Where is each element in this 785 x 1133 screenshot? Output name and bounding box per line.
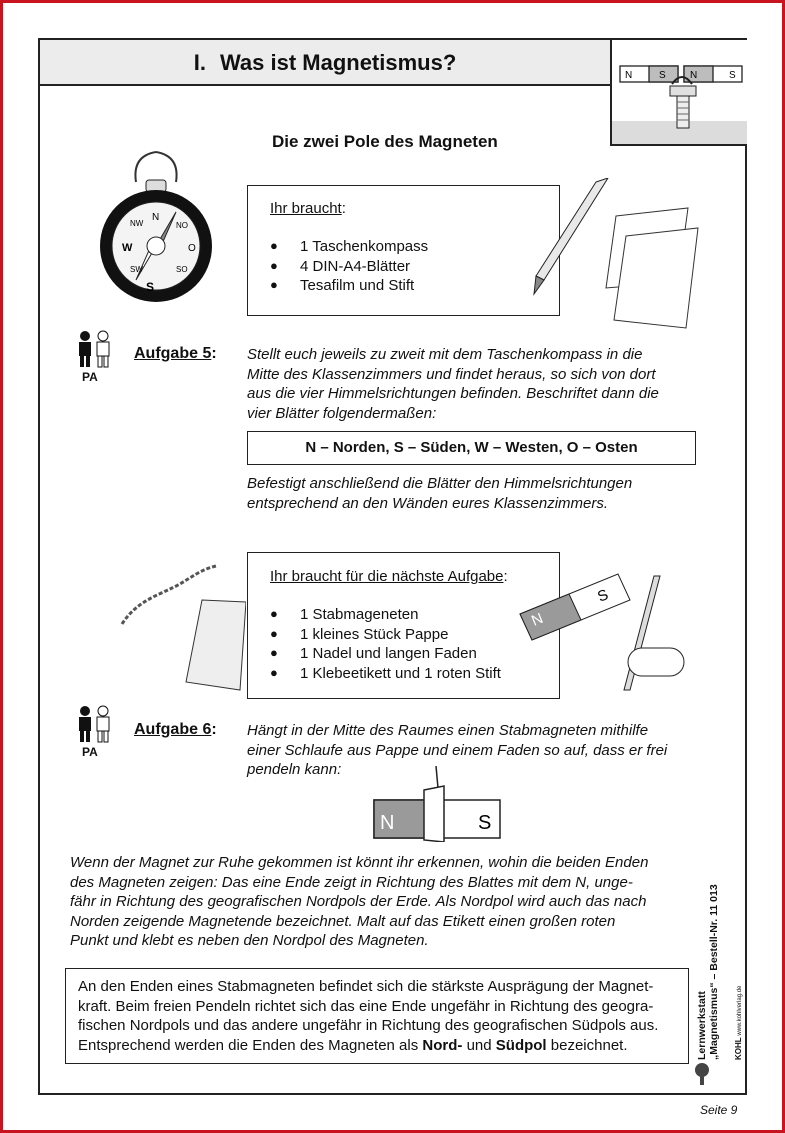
materials-1-list	[270, 238, 428, 297]
section-subtitle: Die zwei Pole des Magneten	[272, 132, 498, 151]
compass-label-w: W	[122, 242, 133, 254]
compass-label-o: O	[188, 243, 196, 254]
task-5-label: Aufgabe 5	[134, 345, 212, 362]
page-title	[40, 50, 610, 76]
hanging-magnet-label-s: S	[478, 812, 492, 834]
partner-work-icon	[74, 705, 122, 759]
publisher-url: KOHL www.kohlverlag.de	[734, 985, 743, 1060]
task-5-instructions: Stellt euch jeweils zu zweit mit dem Taschenkompass in die Mitte des Klassenzimmers und findet heraus, so sich von dort aus die vier Himmelsrichtungen befinden. Beschriftet dann die vier Blätter folgendermaßen:	[247, 346, 659, 422]
list-item: ● 4 DIN-A4-Blätter	[270, 258, 428, 278]
publisher-sidebar: Lernwerkstatt „Magnetismus“ – Bestell-Nr. 11 013	[696, 884, 720, 1060]
list-item: ● 1 Taschenkompass	[270, 238, 428, 258]
list-item: ● 1 Klebeetikett und 1 roten Stift	[270, 665, 501, 685]
materials-2-title: Ihr braucht für die nächste Aufgabe	[270, 568, 504, 585]
compass-label-s: S	[146, 280, 155, 294]
compass-label-n: N	[152, 212, 160, 223]
worksheet-page: I. Was ist Magnetismus? N S N S Die zwei Pole des Magneten W S NW NO SW SO O N Ihr braucht: ● 1 Taschenkompass ● 4 DIN-A4-Blätter ● Tesafilm und Stift PA Aufgabe 5: Stellt euch jeweils zu zweit mit dem Taschenkompass in die Mitte des Klassenzimmers und findet heraus, so sich von dort aus die vier Himmelsrichtungen befinden. Beschriftet dann die vier Blätter folgendermaßen: N – Norden, S – Süden, W – Westen, O – Osten Befestigt anschließend die Blätter den Himmelsrichtungen entsprechend an den Wänden eures Klassenzimmers. Ihr braucht für die nächste Aufgabe: ● 1 Stabmageneten ● 1 kleines Stück Pappe ● 1 Nadel und langen Faden ● 1 Klebeetikett und 1 roten Stift N S PA Aufgabe 6: Hängt in der Mitte des Raumes einen Stabmagneten mithilfe einer Schlaufe aus Pappe und einem Faden so auf, dass er frei pendeln kann: N S Wenn der Magnet zur Ruhe gekommen ist könnt ihr erkennen, wohin die beiden Enden des Magneten zeigen: Das eine Ende zeigt in Richtung des Blattes mit dem N, unge- fähr in Richtung des geografischen Nordpols der Erde. Als Nordpol wird auch das nach Norden zeigende Magnetende bezeichnet. Malt auf das Etikett einen großen roten Punkt und klebt es neben den Nordpol des Magneten. An den Enden eines Stabmagneten befindet sich die stärkste Ausprägung der Magnet- kraft. Beim freien Pendeln richtet sich das eine Ende ungefähr in Richtung des geogra- fischen Nordpols und das andere ungefähr in Richtung des geografischen Südpols aus. Entsprechend werden die Enden des Magneten als Nord- und Südpol bezeichnet. Lernwerkstatt „Magnetismus“ – Bestell-Nr. 11 013 KOHL www.kohlverlag.de Seite 9	[38, 38, 747, 1095]
materials-box-1: Ihr braucht: ● 1 Taschenkompass ● 4 DIN-A4-Blätter ● Tesafilm und Stift	[247, 185, 560, 316]
summary-box: An den Enden eines Stabmagneten befindet sich die stärkste Ausprägung der Magnet- kraft. Beim freien Pendeln richtet sich das eine Ende ungefähr in Richtung des geogra- fischen Nordpols und das andere ungefähr in Richtung des geografischen Südpols aus. Entsprechend werden die Enden des Magneten als Nord- und Südpol bezeichnet.	[65, 968, 689, 1064]
compass-label-sw: SW	[130, 265, 143, 274]
observation-paragraph: Wenn der Magnet zur Ruhe gekommen ist könnt ihr erkennen, wohin die beiden Enden des Magneten zeigen: Das eine Ende zeigt in Richtung des Blattes mit dem N, unge- fähr in Richtung des geografischen Nordpols der Erde. Als Nordpol wird auch das nach Norden zeigende Magnetende bezeichnet. Malt auf das Etikett einen großen roten Punkt und klebt es neben den Nordpol des Magneten.	[70, 854, 649, 949]
left-magnet-s: S	[659, 70, 666, 81]
partner-work-label: PA	[82, 370, 98, 384]
magnet-label-s: S	[595, 586, 611, 606]
right-magnet-s: S	[729, 70, 736, 81]
list-item: ● 1 kleines Stück Pappe	[270, 626, 501, 646]
hanging-magnet-label-n: N	[380, 812, 395, 834]
hanging-magnet-illustration	[370, 766, 505, 842]
task-6-label: Aufgabe 6	[134, 721, 212, 738]
task-6-instructions: Hängt in der Mitte des Raumes einen Stabmagneten mithilfe einer Schlaufe aus Pappe und einem Faden so auf, dass er frei pendeln kann:	[247, 722, 668, 778]
pencil-and-paper-illustration	[528, 178, 703, 333]
materials-2-list	[270, 606, 501, 684]
list-item: ● 1 Nadel und langen Faden	[270, 645, 501, 665]
chapter-number: I.	[193, 50, 206, 75]
compass-label-no: NO	[176, 221, 188, 230]
partner-work-icon	[74, 330, 122, 384]
partner-work-label: PA	[82, 745, 98, 759]
compass-label-so: SO	[176, 265, 188, 274]
page-header	[40, 40, 610, 86]
list-item: ● Tesafilm und Stift	[270, 277, 428, 297]
tree-logo-icon	[692, 1062, 712, 1086]
bar-magnet-needle-label-illustration	[518, 560, 688, 700]
thread-and-cardboard-illustration	[116, 562, 246, 692]
compass-label-nw: NW	[130, 219, 144, 228]
magnet-label-n: N	[529, 609, 546, 630]
chapter-title: Was ist Magnetismus?	[219, 50, 457, 75]
directions-box: N – Norden, S – Süden, W – Westen, O – Osten	[247, 431, 696, 465]
header-magnet-illustration	[610, 40, 747, 146]
compass-illustration	[96, 148, 220, 308]
list-item: ● 1 Stabmageneten	[270, 606, 501, 626]
materials-box-2: Ihr braucht für die nächste Aufgabe: ● 1 Stabmageneten ● 1 kleines Stück Pappe ● 1 Nadel und langen Faden ● 1 Klebeetikett und 1 roten Stift	[247, 552, 560, 699]
right-magnet-n: N	[690, 70, 698, 81]
materials-1-title: Ihr braucht	[270, 200, 342, 217]
left-magnet-n: N	[625, 70, 633, 81]
task-5-followup: Befestigt anschließend die Blätter den Himmelsrichtungen entsprechend an den Wänden eures Klassenzimmers.	[247, 475, 633, 512]
page-number: Seite 9	[700, 1103, 738, 1117]
